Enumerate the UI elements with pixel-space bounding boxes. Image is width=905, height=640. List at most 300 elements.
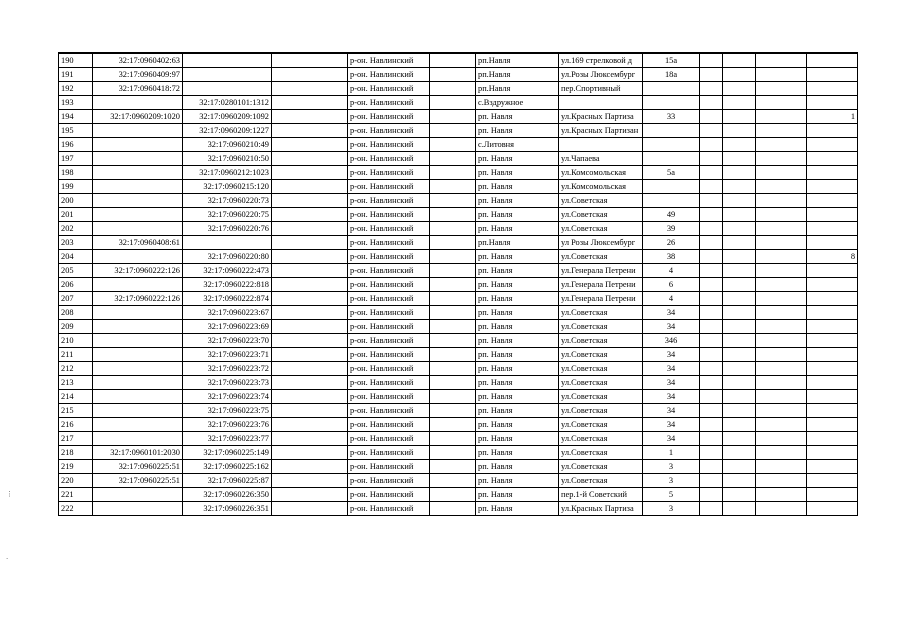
house-number-cell: 33 [643, 110, 700, 124]
extra-value-cell [807, 390, 858, 404]
cadastral-number-building-cell: 32:17:0960210:50 [183, 152, 272, 166]
cadastral-number-parcel-cell [93, 138, 183, 152]
house-number-cell: 346 [643, 334, 700, 348]
settlement-cell: рп. Навля [476, 124, 559, 138]
street-cell: ул.Советская [559, 306, 643, 320]
district-cell: р-он. Навлинский [348, 334, 430, 348]
blank-col-d-cell [723, 264, 756, 278]
settlement-cell: рп. Навля [476, 222, 559, 236]
street-cell: ул.Чапаева [559, 152, 643, 166]
blank-col-b-cell [430, 152, 476, 166]
blank-col-c-cell [700, 502, 723, 516]
row-number-cell: 201 [59, 208, 93, 222]
blank-col-c-cell [700, 208, 723, 222]
blank-col-d-cell [723, 152, 756, 166]
district-cell: р-он. Навлинский [348, 166, 430, 180]
table-row [59, 124, 858, 138]
blank-col-b-cell [430, 390, 476, 404]
street-cell: ул.Советская [559, 460, 643, 474]
extra-value-cell [807, 208, 858, 222]
row-number-cell: 193 [59, 96, 93, 110]
blank-col-c-cell [700, 292, 723, 306]
cadastral-number-building-cell: 32:17:0960223:69 [183, 320, 272, 334]
extra-value-cell [807, 348, 858, 362]
blank-col-e-cell [756, 278, 807, 292]
house-number-cell: 15а [643, 53, 700, 68]
blank-col-c-cell [700, 68, 723, 82]
street-cell: ул.Советская [559, 348, 643, 362]
blank-col-e-cell [756, 488, 807, 502]
cadastral-number-parcel-cell [93, 348, 183, 362]
blank-col-c-cell [700, 222, 723, 236]
blank-col-e-cell [756, 124, 807, 138]
blank-col-c-cell [700, 418, 723, 432]
house-number-cell [643, 96, 700, 110]
blank-col-a-cell [272, 124, 348, 138]
street-cell: ул.Комсомольская [559, 180, 643, 194]
cadastral-number-building-cell: 32:17:0960210:49 [183, 138, 272, 152]
district-cell: р-он. Навлинский [348, 446, 430, 460]
district-cell: р-он. Навлинский [348, 474, 430, 488]
extra-value-cell [807, 180, 858, 194]
district-cell: р-он. Навлинский [348, 306, 430, 320]
cadastral-number-building-cell: 32:17:0960212:1023 [183, 166, 272, 180]
blank-col-c-cell [700, 404, 723, 418]
blank-col-c-cell [700, 152, 723, 166]
table-row [59, 278, 858, 292]
table-row [59, 152, 858, 166]
district-cell: р-он. Навлинский [348, 418, 430, 432]
street-cell: ул.Советская [559, 376, 643, 390]
district-cell: р-он. Навлинский [348, 124, 430, 138]
settlement-cell: рп. Навля [476, 250, 559, 264]
row-number-cell: 211 [59, 348, 93, 362]
blank-col-e-cell [756, 306, 807, 320]
blank-col-e-cell [756, 362, 807, 376]
cadastral-number-building-cell: 32:17:0960223:77 [183, 432, 272, 446]
house-number-cell: 18а [643, 68, 700, 82]
blank-col-a-cell [272, 432, 348, 446]
cadastral-number-building-cell: 32:17:0960209:1092 [183, 110, 272, 124]
blank-col-c-cell [700, 348, 723, 362]
table-row [59, 306, 858, 320]
cadastral-number-parcel-cell [93, 96, 183, 110]
blank-col-e-cell [756, 250, 807, 264]
extra-value-cell [807, 488, 858, 502]
street-cell: ул.Советская [559, 194, 643, 208]
settlement-cell: рп. Навля [476, 264, 559, 278]
blank-col-b-cell [430, 124, 476, 138]
table-row [59, 460, 858, 474]
blank-col-e-cell [756, 334, 807, 348]
cadastral-number-parcel-cell: 32:17:0960225:51 [93, 474, 183, 488]
blank-col-d-cell [723, 180, 756, 194]
district-cell: р-он. Навлинский [348, 390, 430, 404]
district-cell: р-он. Навлинский [348, 110, 430, 124]
extra-value-cell [807, 96, 858, 110]
cadastral-number-parcel-cell [93, 376, 183, 390]
extra-value-cell [807, 306, 858, 320]
row-number-cell: 217 [59, 432, 93, 446]
blank-col-b-cell [430, 222, 476, 236]
row-number-cell: 200 [59, 194, 93, 208]
table-row [59, 68, 858, 82]
house-number-cell: 34 [643, 376, 700, 390]
settlement-cell: рп. Навля [476, 446, 559, 460]
house-number-cell: 1 [643, 446, 700, 460]
cadastral-number-building-cell: 32:17:0960226:351 [183, 502, 272, 516]
house-number-cell: 34 [643, 432, 700, 446]
blank-col-b-cell [430, 110, 476, 124]
district-cell: р-он. Навлинский [348, 376, 430, 390]
settlement-cell: рп. Навля [476, 418, 559, 432]
row-number-cell: 220 [59, 474, 93, 488]
blank-col-a-cell [272, 292, 348, 306]
extra-value-cell [807, 376, 858, 390]
cadastral-number-building-cell: 32:17:0960223:67 [183, 306, 272, 320]
district-cell: р-он. Навлинский [348, 194, 430, 208]
blank-col-d-cell [723, 446, 756, 460]
blank-col-d-cell [723, 124, 756, 138]
table-row [59, 488, 858, 502]
settlement-cell: рп. Навля [476, 362, 559, 376]
house-number-cell [643, 82, 700, 96]
blank-col-d-cell [723, 236, 756, 250]
blank-col-b-cell [430, 96, 476, 110]
blank-col-a-cell [272, 250, 348, 264]
cadastral-number-building-cell: 32:17:0960225:149 [183, 446, 272, 460]
blank-col-e-cell [756, 390, 807, 404]
row-number-cell: 203 [59, 236, 93, 250]
settlement-cell: рп. Навля [476, 334, 559, 348]
cadastral-number-parcel-cell [93, 488, 183, 502]
blank-col-d-cell [723, 390, 756, 404]
blank-col-b-cell [430, 474, 476, 488]
street-cell: ул.Советская [559, 208, 643, 222]
blank-col-a-cell [272, 180, 348, 194]
cadastral-number-parcel-cell [93, 320, 183, 334]
extra-value-cell [807, 138, 858, 152]
blank-col-c-cell [700, 376, 723, 390]
district-cell: р-он. Навлинский [348, 404, 430, 418]
blank-col-b-cell [430, 376, 476, 390]
table-row [59, 404, 858, 418]
blank-col-b-cell [430, 460, 476, 474]
district-cell: р-он. Навлинский [348, 82, 430, 96]
cadastral-number-building-cell: 32:17:0960220:73 [183, 194, 272, 208]
settlement-cell: рп. Навля [476, 306, 559, 320]
extra-value-cell [807, 166, 858, 180]
cadastral-number-parcel-cell: 32:17:0960408:61 [93, 236, 183, 250]
blank-col-a-cell [272, 460, 348, 474]
street-cell: ул.Красных Партиза [559, 502, 643, 516]
house-number-cell: 3 [643, 460, 700, 474]
blank-col-a-cell [272, 404, 348, 418]
cadastral-number-building-cell: 32:17:0960223:73 [183, 376, 272, 390]
blank-col-e-cell [756, 222, 807, 236]
table-row [59, 180, 858, 194]
cadastral-number-building-cell: 32:17:0960223:74 [183, 390, 272, 404]
blank-col-e-cell [756, 446, 807, 460]
cadastral-number-building-cell: 32:17:0960209:1227 [183, 124, 272, 138]
blank-col-b-cell [430, 236, 476, 250]
blank-col-d-cell [723, 474, 756, 488]
blank-col-e-cell [756, 53, 807, 68]
cadastral-number-building-cell: 32:17:0960222:874 [183, 292, 272, 306]
blank-col-a-cell [272, 502, 348, 516]
house-number-cell: 4 [643, 264, 700, 278]
extra-value-cell [807, 53, 858, 68]
blank-col-d-cell [723, 376, 756, 390]
blank-col-e-cell [756, 82, 807, 96]
blank-col-b-cell [430, 334, 476, 348]
extra-value-cell [807, 362, 858, 376]
blank-col-a-cell [272, 362, 348, 376]
blank-col-a-cell [272, 306, 348, 320]
blank-col-d-cell [723, 418, 756, 432]
settlement-cell: рп.Навля [476, 53, 559, 68]
blank-col-b-cell [430, 82, 476, 96]
extra-value-cell [807, 460, 858, 474]
settlement-cell: рп. Навля [476, 292, 559, 306]
blank-col-a-cell [272, 96, 348, 110]
blank-col-c-cell [700, 474, 723, 488]
blank-col-a-cell [272, 320, 348, 334]
settlement-cell: рп. Навля [476, 278, 559, 292]
house-number-cell: 3 [643, 474, 700, 488]
extra-value-cell [807, 320, 858, 334]
blank-col-c-cell [700, 320, 723, 334]
table-row [59, 222, 858, 236]
table-row [59, 348, 858, 362]
blank-col-a-cell [272, 152, 348, 166]
street-cell: ул.Красных Партиза [559, 110, 643, 124]
settlement-cell: рп. Навля [476, 348, 559, 362]
blank-col-b-cell [430, 432, 476, 446]
table-body [59, 53, 858, 516]
cadastral-number-parcel-cell: 32:17:0960101:2030 [93, 446, 183, 460]
settlement-cell: с.Литовня [476, 138, 559, 152]
cadastral-number-parcel-cell [93, 278, 183, 292]
cadastral-number-building-cell: 32:17:0960220:75 [183, 208, 272, 222]
blank-col-e-cell [756, 236, 807, 250]
blank-col-d-cell [723, 208, 756, 222]
cadastral-number-parcel-cell: 32:17:0960225:51 [93, 460, 183, 474]
row-number-cell: 198 [59, 166, 93, 180]
extra-value-cell [807, 68, 858, 82]
street-cell: пер.1-й Советский [559, 488, 643, 502]
cadastral-number-parcel-cell: 32:17:0960418:72 [93, 82, 183, 96]
settlement-cell: рп. Навля [476, 180, 559, 194]
row-number-cell: 195 [59, 124, 93, 138]
settlement-cell: рп. Навля [476, 208, 559, 222]
cadastral-number-parcel-cell [93, 166, 183, 180]
extra-value-cell [807, 152, 858, 166]
house-number-cell [643, 124, 700, 138]
blank-col-e-cell [756, 152, 807, 166]
blank-col-c-cell [700, 180, 723, 194]
blank-col-b-cell [430, 278, 476, 292]
cadastral-number-building-cell: 32:17:0960215:120 [183, 180, 272, 194]
house-number-cell: 6 [643, 278, 700, 292]
house-number-cell: 5а [643, 166, 700, 180]
house-number-cell [643, 138, 700, 152]
table-row [59, 362, 858, 376]
blank-col-c-cell [700, 53, 723, 68]
table-row [59, 390, 858, 404]
blank-col-c-cell [700, 166, 723, 180]
house-number-cell [643, 180, 700, 194]
street-cell: ул.Розы Люксембург [559, 68, 643, 82]
extra-value-cell [807, 124, 858, 138]
street-cell: ул.Красных Партизан [559, 124, 643, 138]
table-row [59, 376, 858, 390]
row-number-cell: 212 [59, 362, 93, 376]
blank-col-c-cell [700, 236, 723, 250]
blank-col-d-cell [723, 166, 756, 180]
blank-col-e-cell [756, 460, 807, 474]
blank-col-d-cell [723, 432, 756, 446]
settlement-cell: рп. Навля [476, 166, 559, 180]
table-row [59, 194, 858, 208]
street-cell: ул.Советская [559, 390, 643, 404]
district-cell: р-он. Навлинский [348, 264, 430, 278]
blank-col-d-cell [723, 194, 756, 208]
house-number-cell: 38 [643, 250, 700, 264]
settlement-cell: рп. Навля [476, 320, 559, 334]
blank-col-b-cell [430, 138, 476, 152]
street-cell: ул.Советская [559, 362, 643, 376]
blank-col-e-cell [756, 376, 807, 390]
blank-col-e-cell [756, 418, 807, 432]
blank-col-a-cell [272, 446, 348, 460]
settlement-cell: рп.Навля [476, 82, 559, 96]
row-number-cell: 213 [59, 376, 93, 390]
blank-col-b-cell [430, 180, 476, 194]
cadastral-number-building-cell: 32:17:0960223:72 [183, 362, 272, 376]
district-cell: р-он. Навлинский [348, 53, 430, 68]
cadastral-number-building-cell: 32:17:0960225:162 [183, 460, 272, 474]
row-number-cell: 221 [59, 488, 93, 502]
blank-col-b-cell [430, 166, 476, 180]
blank-col-a-cell [272, 390, 348, 404]
house-number-cell [643, 152, 700, 166]
cadastral-number-building-cell: 32:17:0960222:473 [183, 264, 272, 278]
blank-col-d-cell [723, 82, 756, 96]
house-number-cell: 26 [643, 236, 700, 250]
settlement-cell: рп. Навля [476, 194, 559, 208]
blank-col-c-cell [700, 250, 723, 264]
cadastral-number-building-cell: 32:17:0960223:71 [183, 348, 272, 362]
blank-col-c-cell [700, 460, 723, 474]
blank-col-e-cell [756, 292, 807, 306]
blank-col-b-cell [430, 488, 476, 502]
table-row [59, 82, 858, 96]
cadastral-number-building-cell: 32:17:0960222:818 [183, 278, 272, 292]
house-number-cell: 4 [643, 292, 700, 306]
cadastral-number-building-cell: 32:17:0960220:80 [183, 250, 272, 264]
blank-col-d-cell [723, 460, 756, 474]
blank-col-a-cell [272, 222, 348, 236]
blank-col-a-cell [272, 208, 348, 222]
district-cell: р-он. Навлинский [348, 348, 430, 362]
extra-value-cell [807, 82, 858, 96]
extra-value-cell [807, 432, 858, 446]
row-number-cell: 197 [59, 152, 93, 166]
blank-col-d-cell [723, 96, 756, 110]
blank-col-c-cell [700, 264, 723, 278]
blank-col-e-cell [756, 404, 807, 418]
cadastral-number-building-cell [183, 82, 272, 96]
settlement-cell: рп.Навля [476, 68, 559, 82]
extra-value-cell [807, 236, 858, 250]
blank-col-c-cell [700, 138, 723, 152]
row-number-cell: 218 [59, 446, 93, 460]
cadastral-number-parcel-cell: 32:17:0960402:63 [93, 53, 183, 68]
blank-col-d-cell [723, 222, 756, 236]
row-number-cell: 208 [59, 306, 93, 320]
cadastral-number-parcel-cell [93, 208, 183, 222]
extra-value-cell [807, 194, 858, 208]
blank-col-d-cell [723, 68, 756, 82]
cadastral-number-parcel-cell [93, 334, 183, 348]
row-number-cell: 190 [59, 53, 93, 68]
blank-col-b-cell [430, 292, 476, 306]
blank-col-a-cell [272, 68, 348, 82]
row-number-cell: 215 [59, 404, 93, 418]
blank-col-e-cell [756, 138, 807, 152]
blank-col-d-cell [723, 278, 756, 292]
blank-col-d-cell [723, 404, 756, 418]
cadastral-number-building-cell [183, 53, 272, 68]
district-cell: р-он. Навлинский [348, 502, 430, 516]
extra-value-cell [807, 278, 858, 292]
blank-col-a-cell [272, 53, 348, 68]
settlement-cell: рп. Навля [476, 502, 559, 516]
property-register-table [58, 52, 858, 516]
blank-col-b-cell [430, 53, 476, 68]
house-number-cell: 34 [643, 320, 700, 334]
street-cell [559, 138, 643, 152]
extra-value-cell [807, 404, 858, 418]
row-number-cell: 216 [59, 418, 93, 432]
cadastral-number-parcel-cell [93, 152, 183, 166]
blank-col-a-cell [272, 264, 348, 278]
blank-col-a-cell [272, 194, 348, 208]
house-number-cell: 34 [643, 404, 700, 418]
table-row [59, 166, 858, 180]
row-number-cell: 222 [59, 502, 93, 516]
blank-col-e-cell [756, 68, 807, 82]
house-number-cell: 5 [643, 488, 700, 502]
row-number-cell: 206 [59, 278, 93, 292]
blank-col-e-cell [756, 474, 807, 488]
blank-col-d-cell [723, 502, 756, 516]
table-row [59, 474, 858, 488]
cadastral-number-parcel-cell [93, 306, 183, 320]
settlement-cell: рп.Навля [476, 236, 559, 250]
district-cell: р-он. Навлинский [348, 320, 430, 334]
settlement-cell: рп. Навля [476, 404, 559, 418]
blank-col-e-cell [756, 432, 807, 446]
cadastral-number-parcel-cell [93, 418, 183, 432]
district-cell: р-он. Навлинский [348, 278, 430, 292]
street-cell: ул.Советская [559, 222, 643, 236]
table-row [59, 53, 858, 68]
blank-col-c-cell [700, 278, 723, 292]
row-number-cell: 192 [59, 82, 93, 96]
settlement-cell: рп. Навля [476, 376, 559, 390]
